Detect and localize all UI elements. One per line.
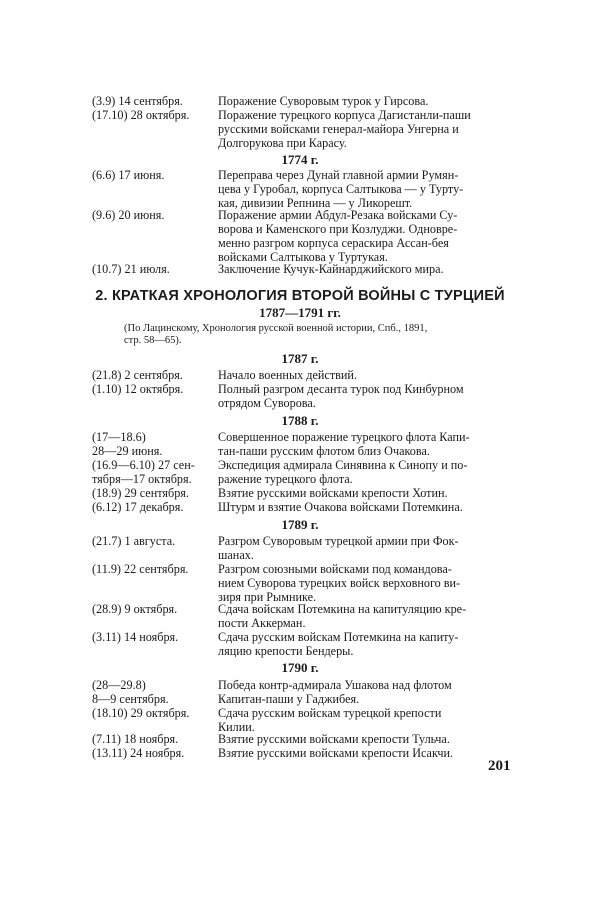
entry-date: (3.11) 14 ноября. xyxy=(92,630,179,644)
entry-date: (17.10) 28 октября. xyxy=(92,108,190,122)
entry-text: Поражение армии Абдул-Резака войсками Су- ворова и Каменского при Козлуджи. Одновре- менно разгром корпуса сераскира Ассан-бея войсками Салтыкова у Туртукая. xyxy=(218,208,458,264)
entry-text: Взятие русскими войсками крепости Тульча. xyxy=(218,732,450,746)
entry-date: (6.6) 17 июня. xyxy=(92,168,165,182)
entry-date: (10.7) 21 июля. xyxy=(92,262,170,276)
entry-date: (16.9—6.10) 27 сен- тября—17 октября. xyxy=(92,458,195,486)
section-source: (По Лацинскому, Хронология русской военной истории, Спб., 1891, стр. 58—65). xyxy=(124,323,428,346)
entry-date: (28—29.8) 8—9 сентября. xyxy=(92,678,169,706)
entry-text: Полный разгром десанта турок под Кинбурном отрядом Суворова. xyxy=(218,382,464,410)
entry-date: (7.11) 18 ноября. xyxy=(92,732,179,746)
entry-text: Начало военных действий. xyxy=(218,368,358,382)
entry-text: Взятие русскими войсками крепости Исакчи. xyxy=(218,746,454,760)
entry-text: Разгром Суворовым турецкой армии при Фок- шанах. xyxy=(218,534,459,562)
entry-text: Переправа через Дунай главной армии Румян- цева у Гуробал, корпуса Салтыкова — у Турту- кая, дивизии Репнина — у Ликорешт. xyxy=(218,168,464,210)
entry-date: (18.9) 29 сентября. xyxy=(92,486,189,500)
entry-text: Заключение Кучук-Кайнарджийского мира. xyxy=(218,262,444,276)
entry-text: Экспедиция адмирала Синявина к Синопу и по- ражение турецкого флота. xyxy=(218,458,468,486)
entry-text: Сдача русским войскам Потемкина на капиту- ляцию крепости Бендеры. xyxy=(218,630,459,658)
page-number: 201 xyxy=(488,758,511,774)
entry-text: Совершенное поражение турецкого флота Капи- тан-паши русским флотом близ Очакова. xyxy=(218,430,470,458)
entry-date: (3.9) 14 сентября. xyxy=(92,94,183,108)
entry-date: (11.9) 22 сентября. xyxy=(92,562,189,576)
year-heading-1789: 1789 г. xyxy=(281,517,319,532)
entry-text: Победа контр-адмирала Ушакова над флотом Капитан-паши у Гаджибея. xyxy=(218,678,452,706)
entry-text: Штурм и взятие Очакова войсками Потемкина. xyxy=(218,500,463,514)
entry-text: Поражение турецкого корпуса Дагистанли-паши русскими войсками генерал-майора Унгерна и Долгорукова при Карасу. xyxy=(218,108,471,150)
year-heading-1774: 1774 г. xyxy=(281,152,319,167)
entry-text: Сдача русским войскам турецкой крепости Килии. xyxy=(218,706,442,734)
entry-date: (13.11) 24 ноября. xyxy=(92,746,185,760)
entry-date: (21.8) 2 сентября. xyxy=(92,368,183,382)
year-heading-1788: 1788 г. xyxy=(281,413,319,428)
entry-date: (1.10) 12 октября. xyxy=(92,382,184,396)
year-heading-1787: 1787 г. xyxy=(281,351,319,366)
section-title: 2. КРАТКАЯ ХРОНОЛОГИЯ ВТОРОЙ ВОЙНЫ С ТУРЦИЕЙ xyxy=(95,288,505,304)
entry-date: (21.7) 1 августа. xyxy=(92,534,176,548)
entry-date: (28.9) 9 октября. xyxy=(92,602,178,616)
entry-text: Разгром союзными войсками под командова- нием Суворова турецких войск верховного ви- зиря при Рымнике. xyxy=(218,562,461,604)
year-heading-1790: 1790 г. xyxy=(281,660,319,675)
entry-date: (18.10) 29 октября. xyxy=(92,706,190,720)
entry-date: (6.12) 17 декабря. xyxy=(92,500,184,514)
entry-text: Взятие русскими войсками крепости Хотин. xyxy=(218,486,448,500)
entry-text: Сдача войскам Потемкина на капитуляцию кре- пости Аккерман. xyxy=(218,602,467,630)
entry-date: (17—18.6) 28—29 июня. xyxy=(92,430,163,458)
entry-date: (9.6) 20 июня. xyxy=(92,208,165,222)
section-years: 1787—1791 гг. xyxy=(259,305,341,320)
entry-text: Поражение Суворовым турок у Гирсова. xyxy=(218,94,429,108)
